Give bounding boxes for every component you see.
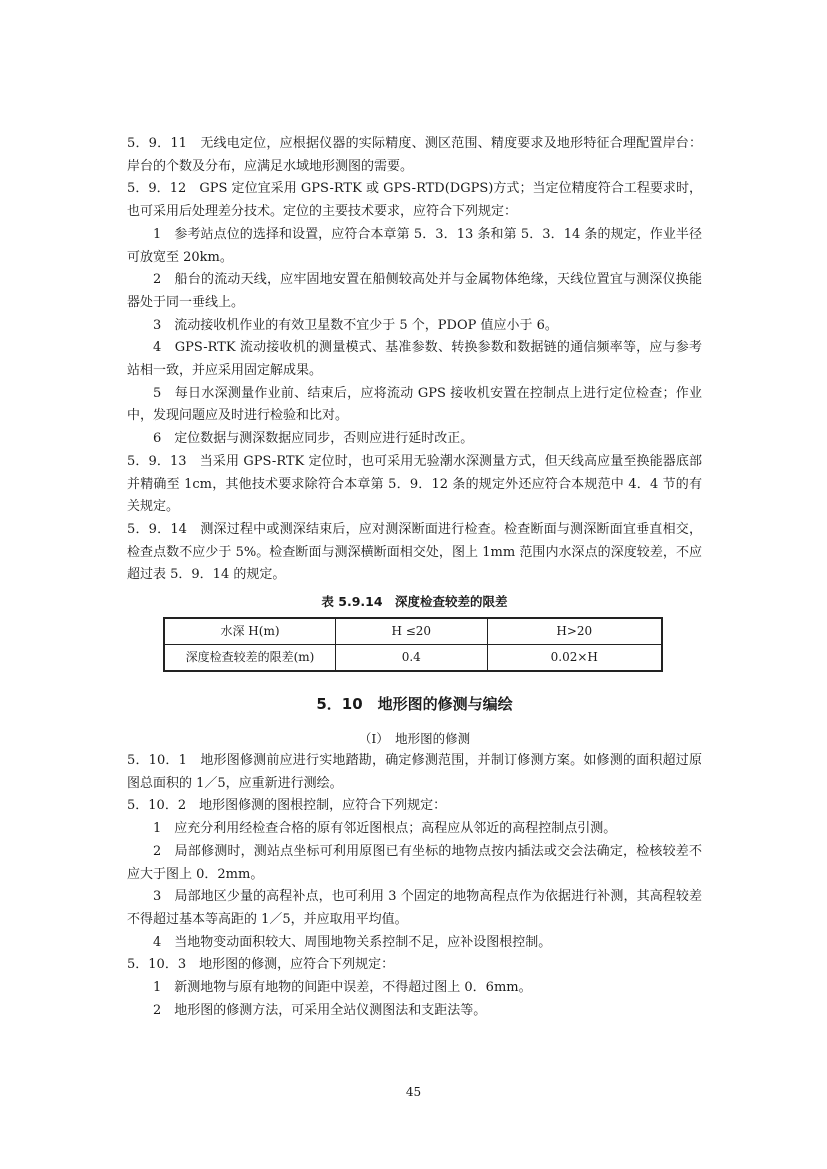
table-cell-label: 深度检查较差的限差(m) xyxy=(164,645,336,672)
depth-check-limit-table xyxy=(163,617,663,672)
clause-5-10-2-item-2: 2 局部修测时，测站点坐标可利用原图已有坐标的地物点按内插法或交会法确定，检核较差不应大于图上 0．2mm。 xyxy=(127,843,702,882)
clause-5-9-12: 5．9．12 GPS 定位宜采用 GPS-RTK 或 GPS-RTD(DGPS)方式；当定位精度符合工程要求时，也可采用后处理差分技术。定位的主要技术要求，应符合下列规定： xyxy=(127,181,702,220)
table-cell: H>20 xyxy=(487,618,662,645)
clause-5-10-2-item-3: 3 局部地区少量的高程补点，也可利用 3 个固定的地物高程点作为依据进行补测，其高程较差不得超过基本等高距的 1／5，并应取用平均值。 xyxy=(127,889,702,927)
table-cell: 0.4 xyxy=(336,645,488,672)
clause-5-9-13: 5．9．13 当采用 GPS-RTK 定位时，也可采用无验潮水深测量方式，但天线高应量至换能器底部并精确至 1cm，其他技术要求除符合本章第 5．9．12 条的规定外还应符合本规范中 4．4 节的有关规定。 xyxy=(127,453,702,515)
table-cell: 0.02×H xyxy=(487,645,662,672)
table-cell: H ≤20 xyxy=(336,618,488,645)
clause-5-9-12-item-1: 1 参考站点位的选择和设置，应符合本章第 5．3．13 条和第 5．3．14 条的规定，作业半径可放宽至 20km。 xyxy=(127,226,703,265)
table-row xyxy=(164,645,662,672)
subsection-heading: （Ⅰ） 地形图的修测 xyxy=(358,731,471,747)
clause-5-9-12-item-2: 2 船台的流动天线，应牢固地安置在船侧较高处并与金属物体绝缘，天线位置宜与测深仪换能器处于同一垂线上。 xyxy=(127,272,702,310)
clause-5-9-12-item-6: 6 定位数据与测深数据应同步，否则应进行延时改正。 xyxy=(153,431,474,447)
clause-5-9-12-item-3: 3 流动接收机作业的有效卫星数不宜少于 5 个，PDOP 值应小于 6。 xyxy=(153,317,558,333)
clause-5-10-2-item-1: 1 应充分利用经检查合格的原有邻近图根点；高程应从邻近的高程控制点引测。 xyxy=(153,821,617,837)
clause-5-9-12-item-4: 4 GPS-RTK 流动接收机的测量模式、基准参数、转换参数和数据链的通信频率等，应与参考站相一致，并应采用固定解成果。 xyxy=(127,340,702,379)
section-heading: 5．10 地形图的修测与编绘 xyxy=(316,695,513,714)
table-cell-label: 水深 H(m) xyxy=(164,618,336,645)
clause-5-9-11: 5．9．11 无线电定位，应根据仪器的实际精度、测区范围、精度要求及地形特征合理配置岸台：岸台的个数及分布，应满足水域地形测图的需要。 xyxy=(127,136,702,174)
clause-5-10-3-item-1: 1 新测地物与原有地物的间距中误差，不得超过图上 0．6mm。 xyxy=(153,980,532,996)
clause-5-10-3: 5．10．3 地形图的修测，应符合下列规定： xyxy=(127,957,395,973)
clause-5-10-3-item-2: 2 地形图的修测方法，可采用全站仪测图法和支距法等。 xyxy=(153,1002,487,1018)
table-title: 表 5.9.14 深度检查较差的限差 xyxy=(321,594,508,610)
clause-5-9-12-item-5: 5 每日水深测量作业前、结束后，应将流动 GPS 接收机安置在控制点上进行定位检查；作业中，发现问题应及时进行检验和比对。 xyxy=(127,385,702,424)
clause-5-10-2: 5．10．2 地形图修测的图根控制，应符合下列规定： xyxy=(127,798,447,814)
clause-5-9-14: 5．9．14 测深过程中或测深结束后，应对测深断面进行检查。检查断面与测深断面宜垂直相交，检查点数不应少于 5%。检查断面与测深横断面相交处，图上 1mm 范围内水深点的深度较差，不应超过表 5．9．14 的规定。 xyxy=(127,521,702,583)
clause-5-10-2-item-4: 4 当地物变动面积较大、周围地物关系控制不足，应补设图根控制。 xyxy=(153,934,552,950)
clause-5-10-1: 5．10．1 地形图修测前应进行实地踏勘，确定修测范围，并制订修测方案。如修测的面积超过原图总面积的 1／5，应重新进行测绘。 xyxy=(127,753,702,791)
table-row xyxy=(164,618,662,645)
page-content xyxy=(127,133,702,1023)
page-number: 45 xyxy=(405,1085,422,1099)
